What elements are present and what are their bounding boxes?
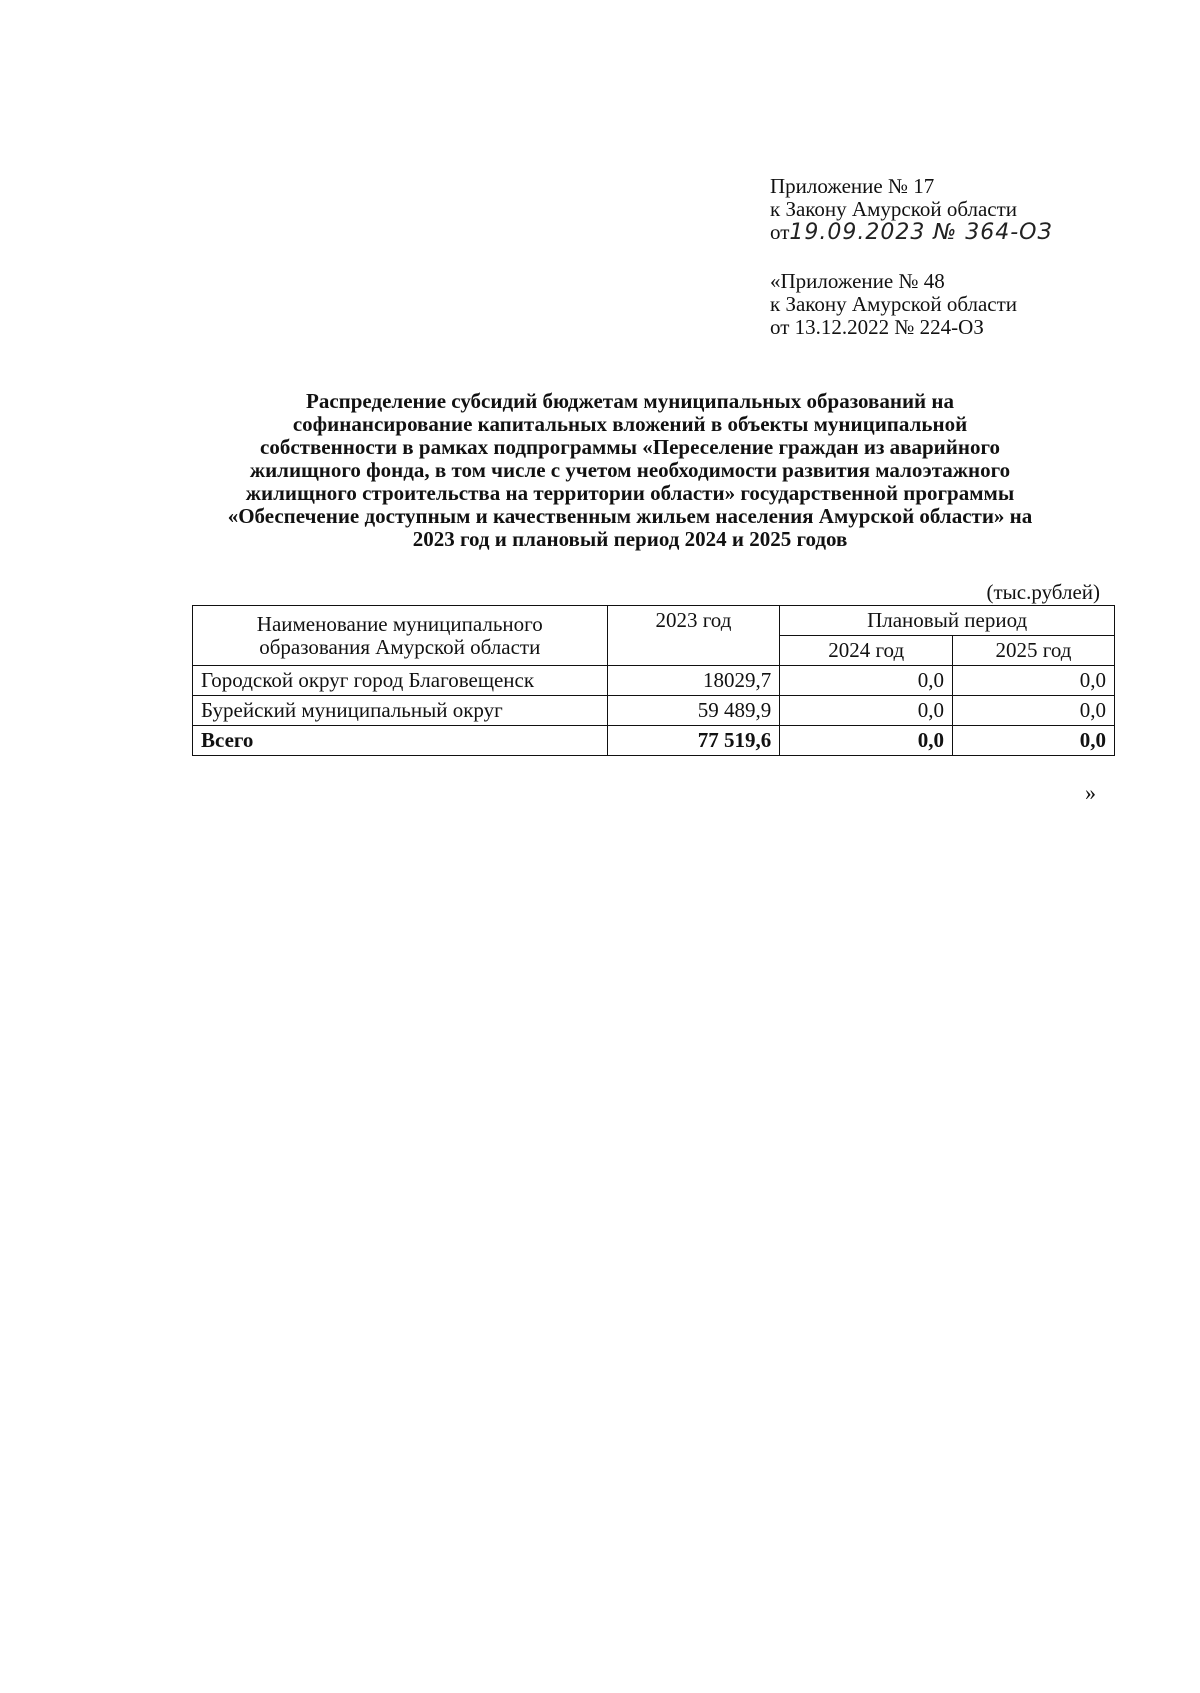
title-line: собственности в рамках подпрограммы «Переселение граждан из аварийного	[260, 435, 1000, 459]
header-year-2023: 2023 год	[607, 606, 780, 666]
appendix-current-header	[770, 175, 1130, 244]
total-2024: 0,0	[780, 726, 953, 756]
units-label: (тыс.рублей)	[986, 580, 1100, 604]
title-line: софинансирование капитальных вложений в объекты муниципальной	[292, 412, 968, 436]
municipality-name: Городской округ город Благовещенск	[193, 666, 608, 696]
handwritten-date-number: 19.09.2023 № 364-ОЗ	[789, 220, 1053, 245]
table-header-row	[193, 606, 1115, 636]
title-line: жилищного строительства на территории области» государственной программы	[245, 481, 1015, 505]
header-planned-period: Плановый период	[780, 606, 1115, 636]
table-total-row	[193, 726, 1115, 756]
municipality-name: Бурейский муниципальный округ	[193, 696, 608, 726]
value-2023: 59 489,9	[607, 696, 780, 726]
header-year-2024: 2024 год	[780, 636, 953, 666]
table-row	[193, 666, 1115, 696]
title-line: 2023 год и плановый период 2024 и 2025 годов	[412, 527, 848, 551]
title-line: Распределение субсидий бюджетам муниципальных образований на	[306, 389, 954, 413]
table-row	[193, 696, 1115, 726]
total-2025: 0,0	[953, 726, 1115, 756]
value-2024: 0,0	[780, 696, 953, 726]
appendix-date-line	[770, 221, 1130, 244]
header-year-2025: 2025 год	[953, 636, 1115, 666]
previous-date-line: от 13.12.2022 № 224-ОЗ	[770, 315, 984, 339]
document-title	[180, 390, 1080, 551]
appendix-previous-header	[770, 270, 1130, 339]
header-municipality-name: Наименование муниципального образования Амурской области	[193, 606, 608, 666]
value-2023: 18029,7	[607, 666, 780, 696]
subsidy-distribution-table	[192, 605, 1115, 756]
date-prefix: от	[770, 220, 790, 244]
title-line: «Обеспечение доступным и качественным жильем населения Амурской области» на	[227, 504, 1033, 528]
previous-law-reference: к Закону Амурской области	[770, 292, 1018, 316]
appendix-law-reference: к Закону Амурской области	[770, 197, 1018, 221]
title-line: жилищного фонда, в том числе с учетом необходимости развития малоэтажного	[249, 458, 1011, 482]
value-2024: 0,0	[780, 666, 953, 696]
total-2023: 77 519,6	[607, 726, 780, 756]
total-label: Всего	[193, 726, 608, 756]
previous-appendix-number: «Приложение № 48	[770, 269, 945, 293]
value-2025: 0,0	[953, 666, 1115, 696]
appendix-number: Приложение № 17	[770, 174, 935, 198]
closing-quote: »	[1085, 780, 1096, 805]
value-2025: 0,0	[953, 696, 1115, 726]
